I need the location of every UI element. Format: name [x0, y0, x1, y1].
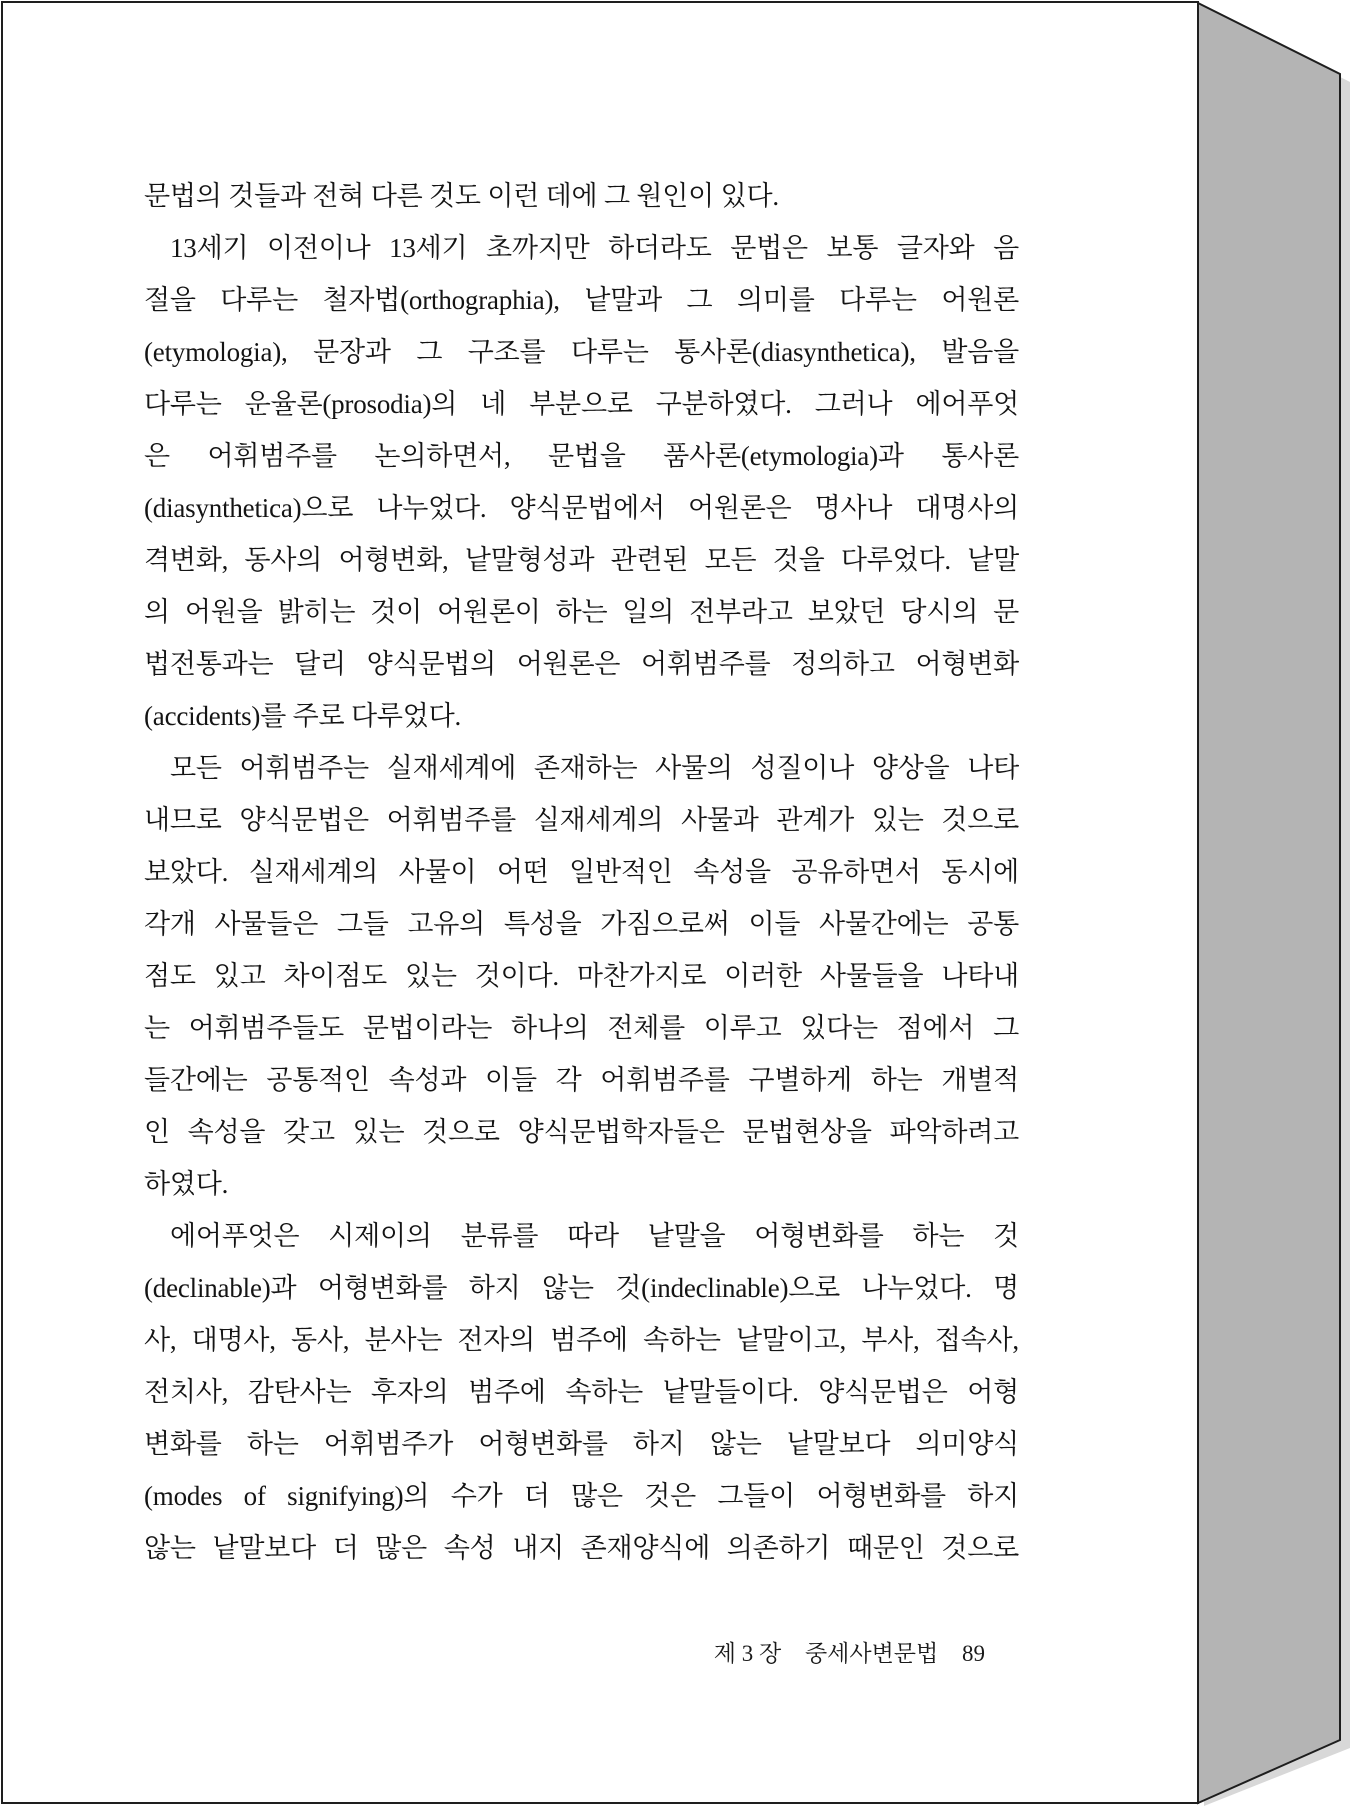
chapter-label: 제 3 장	[713, 1641, 782, 1666]
text-line: (etymologia), 문장과 그 구조를 다루는 통사론(diasynthetica), 발음을	[144, 337, 1019, 367]
text-line: 내므로 양식문법은 어휘범주를 실재세계의 사물과 관계가 있는 것으로	[144, 805, 1019, 835]
page-footer	[714, 1636, 985, 1672]
chapter-title: 중세사변문법	[804, 1641, 939, 1666]
text-line: 격변화, 동사의 어형변화, 낱말형성과 관련된 모든 것을 다루었다. 낱말	[144, 545, 1019, 575]
text-line: 에어푸엇은 시제이의 분류를 따라 낱말을 어형변화를 하는 것	[170, 1221, 1019, 1251]
book-spine	[1198, 3, 1340, 1803]
text-line: 않는 낱말보다 더 많은 속성 내지 존재양식에 의존하기 때문인 것으로	[144, 1533, 1019, 1563]
text-line: 법전통과는 달리 양식문법의 어원론은 어휘범주를 정의하고 어형변화	[144, 649, 1019, 679]
text-line: 점도 있고 차이점도 있는 것이다. 마찬가지로 이러한 사물들을 나타내	[144, 961, 1019, 991]
text-line: (diasynthetica)으로 나누었다. 양식문법에서 어원론은 명사나 대명사의	[144, 493, 1019, 523]
text-line: 은 어휘범주를 논의하면서, 문법을 품사론(etymologia)과 통사론	[144, 441, 1019, 471]
text-line: (modes of signifying)의 수가 더 많은 것은 그들이 어형변화를 하지	[144, 1481, 1019, 1511]
text-line: 전치사, 감탄사는 후자의 범주에 속하는 낱말들이다. 양식문법은 어형	[144, 1377, 1019, 1407]
text-line: 는 어휘범주들도 문법이라는 하나의 전체를 이루고 있다는 점에서 그	[144, 1013, 1019, 1043]
text-line: 문법의 것들과 전혀 다른 것도 이런 데에 그 원인이 있다.	[144, 181, 779, 211]
text-line: 다루는 운율론(prosodia)의 네 부분으로 구분하였다. 그러나 에어푸엇	[144, 389, 1019, 419]
page-body-text	[144, 170, 1019, 1574]
text-line: 변화를 하는 어휘범주가 어형변화를 하지 않는 낱말보다 의미양식	[144, 1429, 1019, 1459]
text-line: 13세기 이전이나 13세기 초까지만 하더라도 문법은 보통 글자와 음	[170, 233, 1019, 263]
text-line: 인 속성을 갖고 있는 것으로 양식문법학자들은 문법현상을 파악하려고	[144, 1117, 1019, 1147]
text-line: 들간에는 공통적인 속성과 이들 각 어휘범주를 구별하게 하는 개별적	[144, 1065, 1019, 1095]
page-number: 89	[962, 1641, 985, 1666]
text-line: (accidents)를 주로 다루었다.	[144, 701, 462, 731]
text-line: 각개 사물들은 그들 고유의 특성을 가짐으로써 이들 사물간에는 공통	[144, 909, 1019, 939]
text-line: 하였다.	[144, 1169, 229, 1199]
text-line: 사, 대명사, 동사, 분사는 전자의 범주에 속하는 낱말이고, 부사, 접속사,	[144, 1325, 1019, 1355]
text-line: 모든 어휘범주는 실재세계에 존재하는 사물의 성질이나 양상을 나타	[170, 753, 1019, 783]
text-line: 의 어원을 밝히는 것이 어원론이 하는 일의 전부라고 보았던 당시의 문	[144, 597, 1019, 627]
text-line: (declinable)과 어형변화를 하지 않는 것(indeclinable)으로 나누었다. 명	[144, 1273, 1019, 1303]
text-line: 보았다. 실재세계의 사물이 어떤 일반적인 속성을 공유하면서 동시에	[144, 857, 1019, 887]
text-line: 절을 다루는 철자법(orthographia), 낱말과 그 의미를 다루는 어원론	[144, 285, 1019, 315]
